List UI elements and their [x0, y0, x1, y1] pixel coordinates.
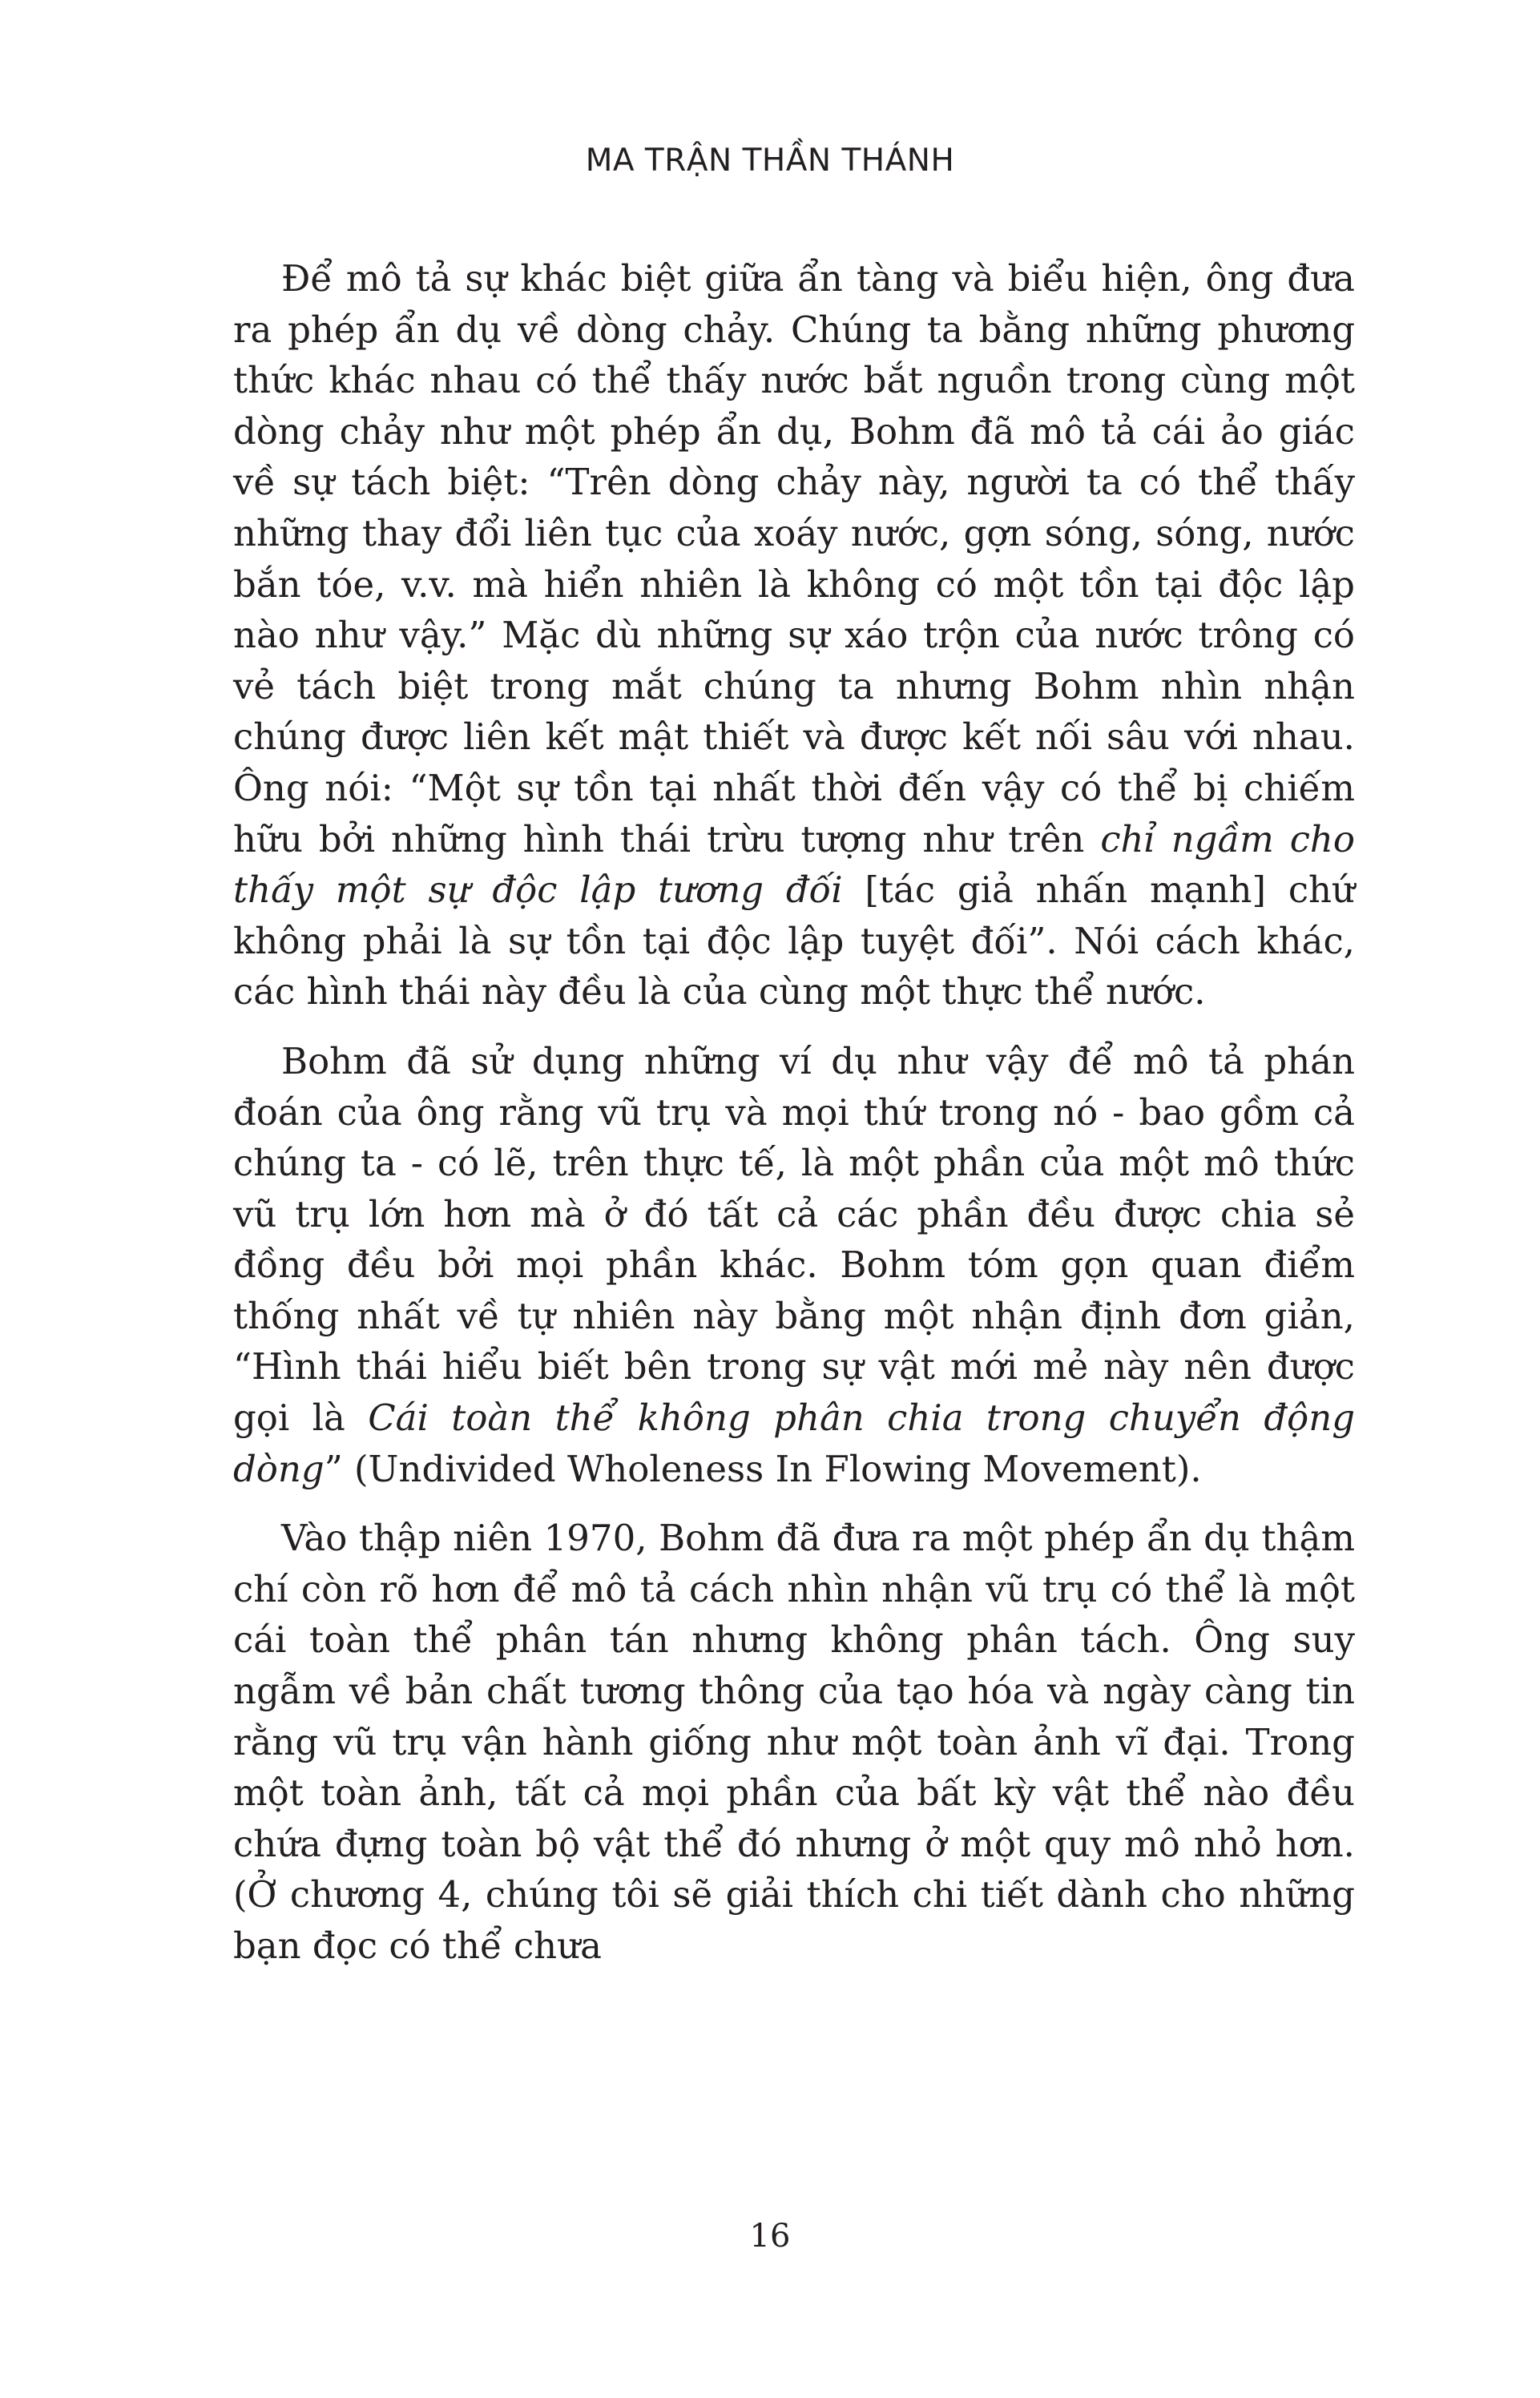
paragraph-2: [233, 1036, 1355, 1494]
paragraph-2-emphasis: Cái toàn thể không phân chia trong chuyển động dòng: [233, 1396, 1356, 1490]
paragraph-1-emphasis: chỉ ngầm cho thấy một sự độc lập tương đối: [233, 817, 1355, 912]
paragraph-1: [233, 253, 1355, 1018]
body-text: [233, 253, 1355, 1990]
paragraph-1-text-end: [tác giả nhấn mạnh] chứ không phải là sự tồn tại độc lập tuyệt đối”. Nói cách khác, các hình thái này đều là của cùng một thực thể nước.: [233, 869, 1355, 1014]
running-header-title: MA TRẬN THẦN THÁNH: [585, 143, 955, 179]
paragraph-2-text-start: Bohm đã sử dụng những ví dụ như vậy để mô tả phán đoán của ông rằng vũ trụ và mọi thứ trong nó - bao gồm cả chúng ta - có lẽ, trên thực tế, là một phần của một mô thức vũ trụ lớn hơn mà ở đó tất cả các phần đều được chia sẻ đồng đều bởi mọi phần khác. Bohm tóm gọn quan điểm thống nhất về tự nhiên này bằng một nhận định đơn giản, “Hình thái hiểu biết bên trong sự vật mới mẻ này nên được gọi là: [233, 1039, 1355, 1440]
paragraph-3-text: Vào thập niên 1970, Bohm đã đưa ra một phép ẩn dụ thậm chí còn rõ hơn để mô tả cách nhìn nhận vũ trụ có thể là một cái toàn thể phân tán nhưng không phân tách. Ông suy ngẫm về bản chất tương thông của tạo hóa và ngày càng tin rằng vũ trụ vận hành giống như một toàn ảnh vĩ đại. Trong một toàn ảnh, tất cả mọi phần của bất kỳ vật thể nào đều chứa đựng toàn bộ vật thể đó nhưng ở một quy mô nhỏ hơn. (Ở chương 4, chúng tôi sẽ giải thích chi tiết dành cho những bạn đọc có thể chưa: [233, 1517, 1355, 1967]
page-number: 16: [749, 2218, 791, 2255]
paragraph-3: [233, 1513, 1355, 1971]
paragraph-2-text-end: ” (Undivided Wholeness In Flowing Movement).: [324, 1447, 1202, 1490]
paragraph-1-text-start: Để mô tả sự khác biệt giữa ẩn tàng và biểu hiện, ông đưa ra phép ẩn dụ về dòng chảy. Chúng ta bằng những phương thức khác nhau có thể thấy nước bắt nguồn trong cùng một dòng chảy như một phép ẩn dụ, Bohm đã mô tả cái ảo giác về sự tách biệt: “Trên dòng chảy này, người ta có thể thấy những thay đổi liên tục của xoáy nước, gợn sóng, sóng, nước bắn tóe, v.v. mà hiển nhiên là không có một tồn tại độc lập nào như vậy.” Mặc dù những sự xáo trộn của nước trông có vẻ tách biệt trong mắt chúng ta nhưng Bohm nhìn nhận chúng được liên kết mật thiết và được kết nối sâu với nhau. Ông nói: “Một sự tồn tại nhất thời đến vậy có thể bị chiếm hữu bởi những hình thái trừu tượng như trên: [233, 257, 1355, 860]
